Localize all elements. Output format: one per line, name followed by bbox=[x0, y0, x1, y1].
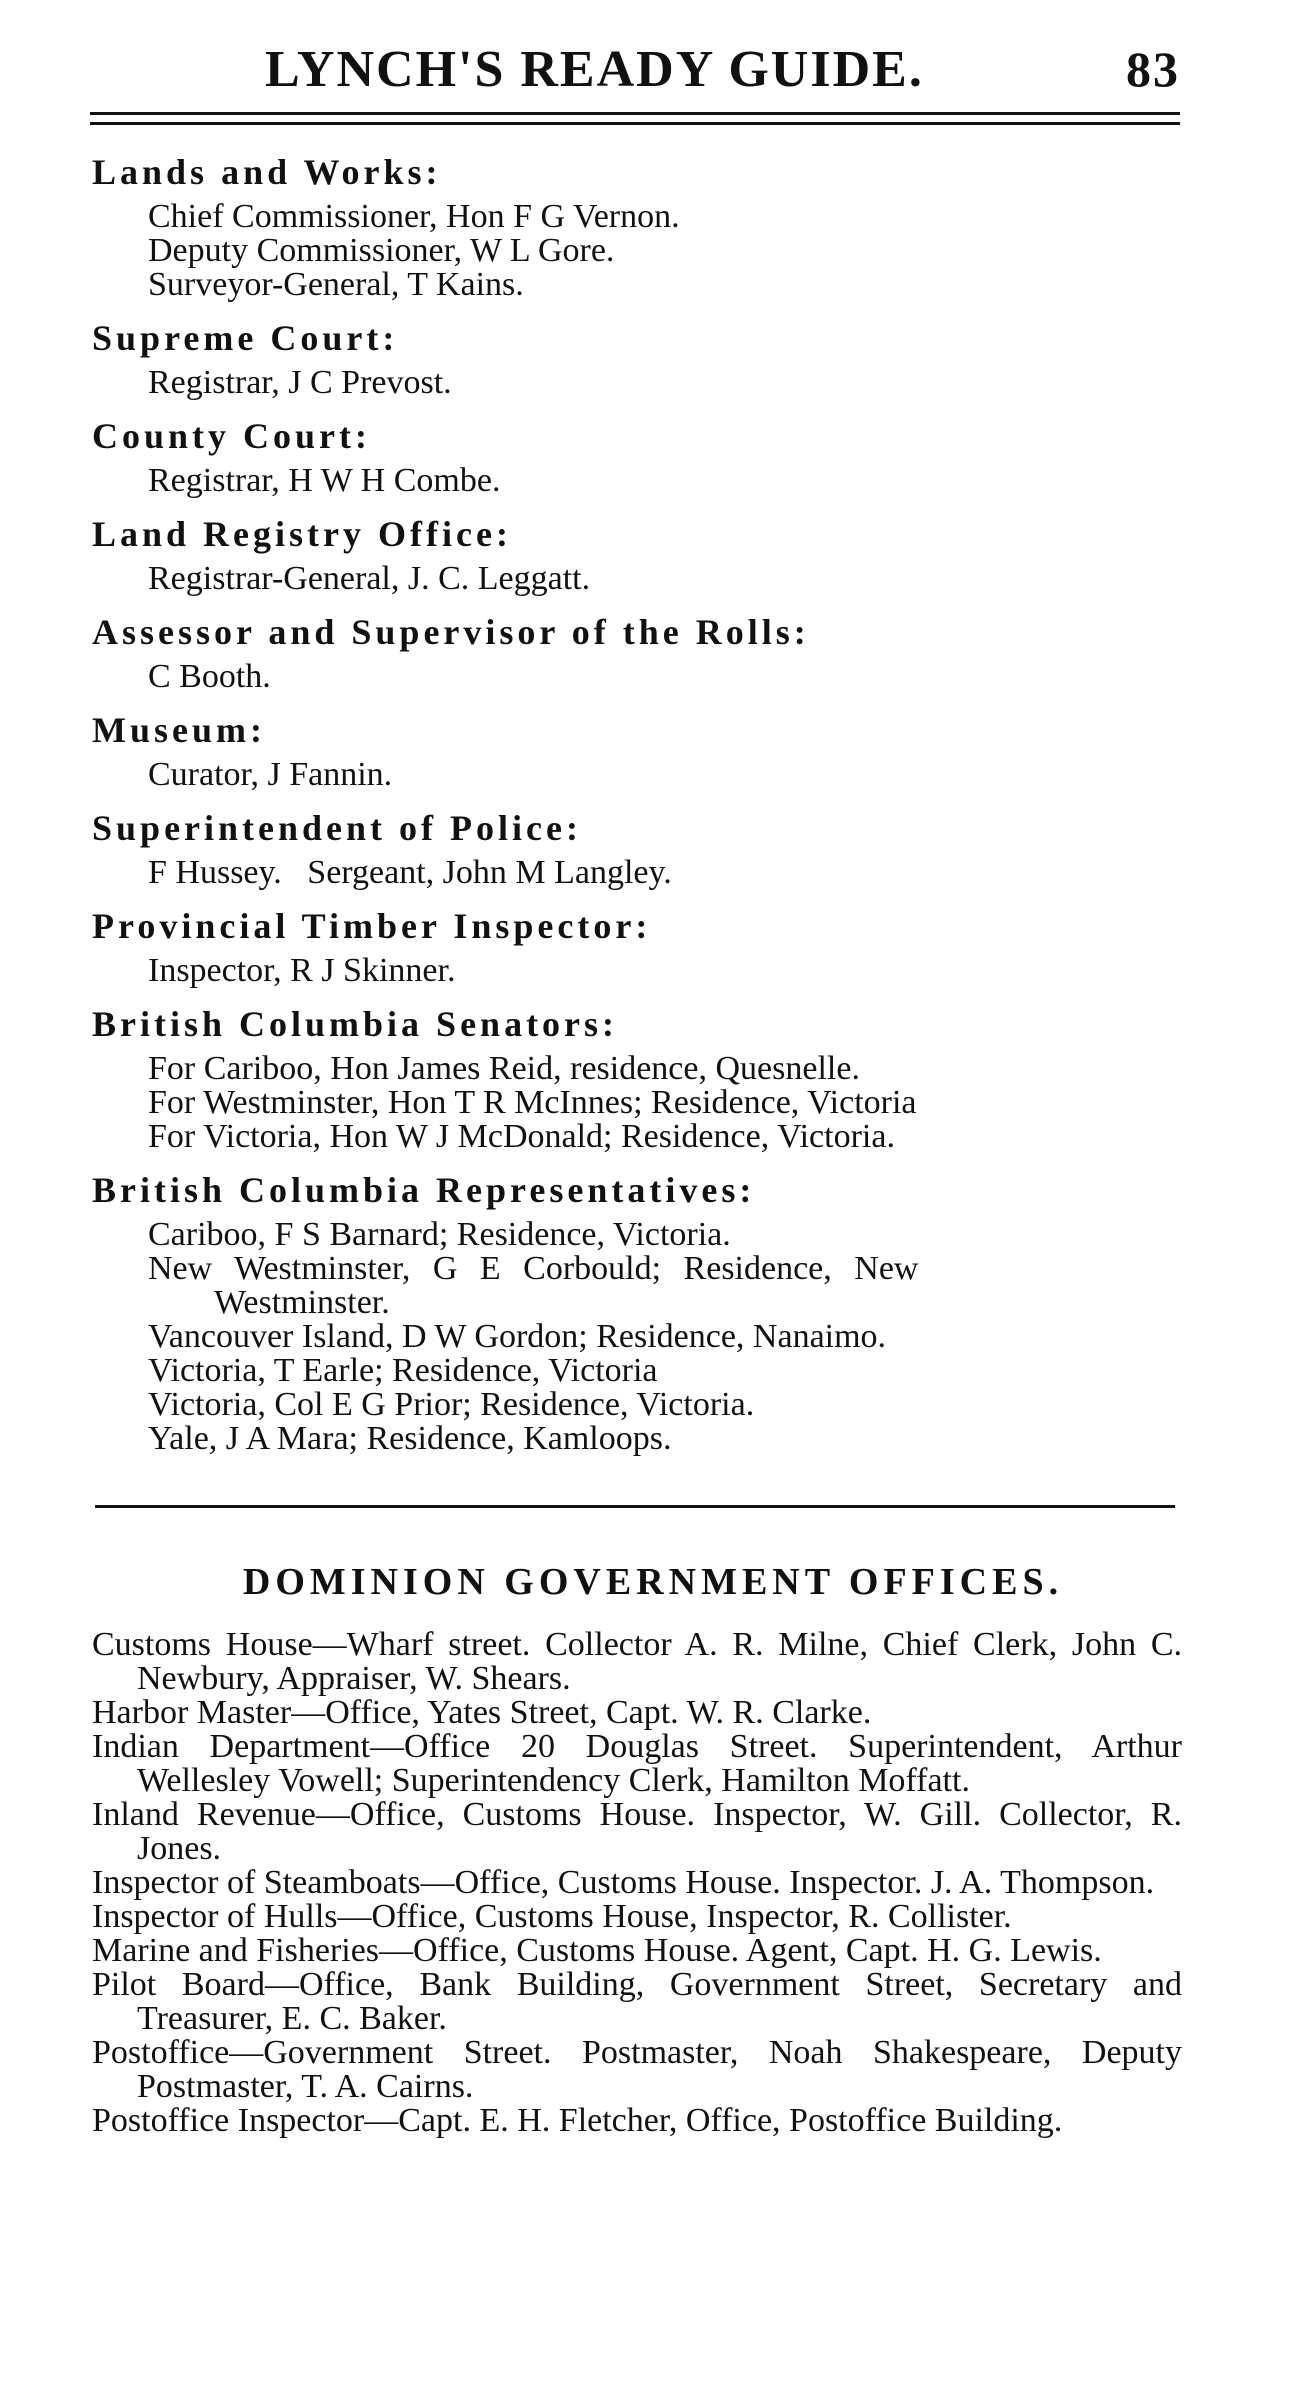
entry: Vancouver Island, D W Gordon; Residence, Nanaimo. bbox=[148, 1318, 887, 1355]
section-divider bbox=[95, 1505, 1175, 1508]
section-heading: Land Registry Office: bbox=[92, 514, 512, 554]
entry: Deputy Commissioner, W L Gore. bbox=[148, 232, 615, 269]
entry: Curator, J Fannin. bbox=[148, 756, 393, 793]
section-supreme-court bbox=[92, 316, 1182, 400]
section-representatives bbox=[92, 1168, 1182, 1456]
entry: Yale, J A Mara; Residence, Kamloops. bbox=[148, 1420, 672, 1457]
office-entry: Postoffice Inspector—Capt. E. H. Fletcher, Office, Postoffice Building. bbox=[92, 2102, 1063, 2139]
section-heading: British Columbia Representatives: bbox=[92, 1170, 756, 1210]
section-senators bbox=[92, 1002, 1182, 1154]
running-title: LYNCH'S READY GUIDE. bbox=[265, 41, 924, 98]
section-heading: Provincial Timber Inspector: bbox=[92, 906, 652, 946]
section-police bbox=[92, 806, 1182, 890]
header-rule-bottom bbox=[90, 122, 1180, 125]
section-heading: Supreme Court: bbox=[92, 318, 399, 358]
entry: Inspector, R J Skinner. bbox=[148, 952, 456, 989]
section-county-court bbox=[92, 414, 1182, 498]
office-entry: Pilot Board—Office, Bank Building, Government Street, Secretary and Treasurer, E. C. Baker. bbox=[92, 1966, 1182, 2037]
section-timber-inspector bbox=[92, 904, 1182, 988]
entry: Surveyor-General, T Kains. bbox=[148, 266, 524, 303]
section-heading: Lands and Works: bbox=[92, 152, 442, 192]
office-entry: Customs House—Wharf street. Collector A. R. Milne, Chief Clerk, John C. Newbury, Appraiser, W. Shears. bbox=[92, 1626, 1182, 1697]
section-museum bbox=[92, 708, 1182, 792]
page-number: 83 bbox=[1126, 41, 1180, 97]
section-land-registry-office bbox=[92, 512, 1182, 596]
entry: Cariboo, F S Barnard; Residence, Victoria. bbox=[148, 1216, 731, 1253]
entry: Chief Commissioner, Hon F G Vernon. bbox=[148, 198, 680, 235]
entry: Victoria, Col E G Prior; Residence, Victoria. bbox=[148, 1386, 755, 1423]
office-entry: Inspector of Hulls—Office, Customs House, Inspector, R. Collister. bbox=[92, 1898, 1012, 1935]
entry: For Westminster, Hon T R McInnes; Residence, Victoria bbox=[148, 1084, 917, 1121]
office-entry: Postoffice—Government Street. Postmaster, Noah Shakespeare, Deputy Postmaster, T. A. Cairns. bbox=[92, 2034, 1182, 2105]
entry: Registrar, J C Prevost. bbox=[148, 364, 452, 401]
entry: F Hussey. Sergeant, John M Langley. bbox=[148, 854, 672, 891]
dominion-offices bbox=[92, 1628, 1182, 2138]
entry: New Westminster, G E Corbould; Residence, New bbox=[148, 1250, 919, 1287]
section-assessor bbox=[92, 610, 1182, 694]
office-entry: Inland Revenue—Office, Customs House. Inspector, W. Gill. Collector, R. Jones. bbox=[92, 1796, 1182, 1867]
section-heading: British Columbia Senators: bbox=[92, 1004, 619, 1044]
entry: Victoria, T Earle; Residence, Victoria bbox=[148, 1352, 658, 1389]
header-rule-top bbox=[90, 112, 1180, 115]
provincial-sections bbox=[92, 150, 1182, 1470]
section-heading: Assessor and Supervisor of the Rolls: bbox=[92, 612, 810, 652]
entry: C Booth. bbox=[148, 658, 271, 695]
entry: For Victoria, Hon W J McDonald; Residence, Victoria. bbox=[148, 1118, 895, 1155]
entry: For Cariboo, Hon James Reid, residence, Quesnelle. bbox=[148, 1050, 860, 1087]
dominion-heading: DOMINION GOVERNMENT OFFICES. bbox=[242, 1561, 1064, 1603]
entry: Registrar-General, J. C. Leggatt. bbox=[148, 560, 591, 597]
section-lands-and-works bbox=[92, 150, 1182, 302]
section-heading: Museum: bbox=[92, 710, 266, 750]
office-entry: Harbor Master—Office, Yates Street, Capt. W. R. Clarke. bbox=[92, 1694, 872, 1731]
section-heading: Superintendent of Police: bbox=[92, 808, 582, 848]
entry: Registrar, H W H Combe. bbox=[148, 462, 501, 499]
section-heading: County Court: bbox=[92, 416, 372, 456]
entry-continuation: Westminster. bbox=[214, 1284, 390, 1321]
running-head bbox=[90, 40, 1180, 110]
office-entry: Indian Department—Office 20 Douglas Street. Superintendent, Arthur Wellesley Vowell; Superintendency Clerk, Hamilton Moffatt. bbox=[92, 1728, 1182, 1799]
office-entry: Inspector of Steamboats—Office, Customs House. Inspector. J. A. Thompson. bbox=[92, 1864, 1155, 1901]
office-entry: Marine and Fisheries—Office, Customs House. Agent, Capt. H. G. Lewis. bbox=[92, 1932, 1102, 1969]
